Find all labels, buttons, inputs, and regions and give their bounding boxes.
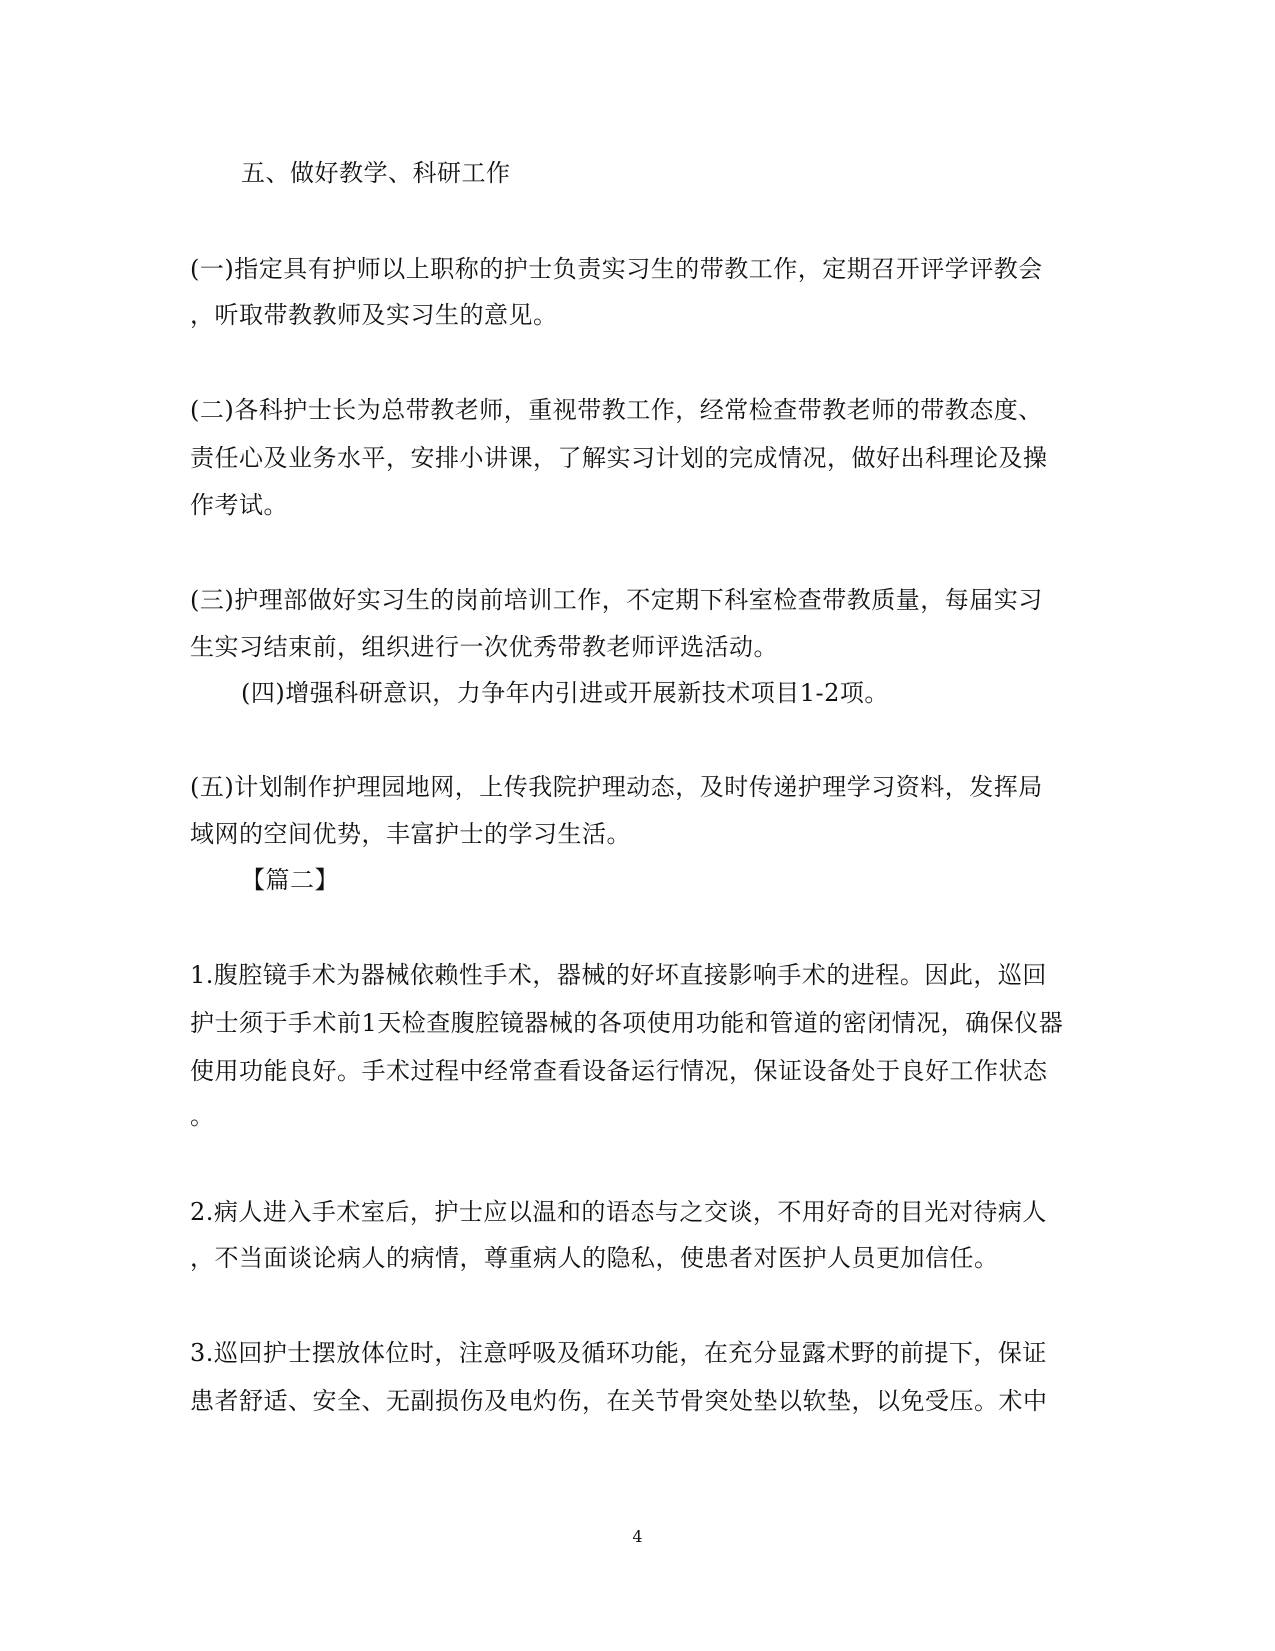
- paragraph-line: (三)护理部做好实习生的岗前培训工作，不定期下科室检查带教质量，每届实习: [190, 586, 1043, 614]
- page-number: 4: [632, 1527, 643, 1546]
- paragraph-line: 域网的空间优势，丰富护士的学习生活。: [190, 820, 631, 848]
- paragraph-line: 1.腹腔镜手术为器械依赖性手术，器械的好坏直接影响手术的进程。因此，巡回: [190, 961, 1047, 989]
- paragraph-line: 护士须于手术前1天检查腹腔镜器械的各项使用功能和管道的密闭情况，确保仪器: [190, 1009, 1064, 1037]
- section-heading: 【篇二】: [241, 866, 339, 894]
- paragraph-line: (一)指定具有护师以上职称的护士负责实习生的带教工作，定期召开评学评教会: [190, 255, 1043, 283]
- paragraph-line: 患者舒适、安全、无副损伤及电灼伤，在关节骨突处垫以软垫，以免受压。术中: [190, 1387, 1048, 1415]
- paragraph-line: (五)计划制作护理园地网，上传我院护理动态，及时传递护理学习资料，发挥局: [190, 773, 1043, 801]
- paragraph-line: ，听取带教教师及实习生的意见。: [190, 301, 558, 329]
- paragraph-line: (二)各科护士长为总带教老师，重视带教工作，经常检查带教老师的带教态度、: [190, 396, 1043, 424]
- paragraph-line: 责任心及业务水平，安排小讲课，了解实习计划的完成情况，做好出科理论及操: [190, 444, 1048, 472]
- paragraph-line: ，不当面谈论病人的病情，尊重病人的隐私，使患者对医护人员更加信任。: [190, 1244, 999, 1272]
- paragraph-line: 3.巡回护士摆放体位时，注意呼吸及循环功能，在充分显露术野的前提下，保证: [190, 1339, 1047, 1367]
- paragraph-line: 。: [190, 1102, 215, 1130]
- paragraph-line: 生实习结束前，组织进行一次优秀带教老师评选活动。: [190, 633, 778, 661]
- paragraph-line: (四)增强科研意识，力争年内引进或开展新技术项目1-2项。: [241, 679, 889, 707]
- paragraph-line: 2.病人进入手术室后，护士应以温和的语态与之交谈，不用好奇的目光对待病人: [190, 1198, 1047, 1226]
- section-heading: 五、做好教学、科研工作: [241, 159, 511, 187]
- paragraph-line: 作考试。: [190, 491, 288, 519]
- paragraph-line: 使用功能良好。手术过程中经常查看设备运行情况，保证设备处于良好工作状态: [190, 1057, 1048, 1085]
